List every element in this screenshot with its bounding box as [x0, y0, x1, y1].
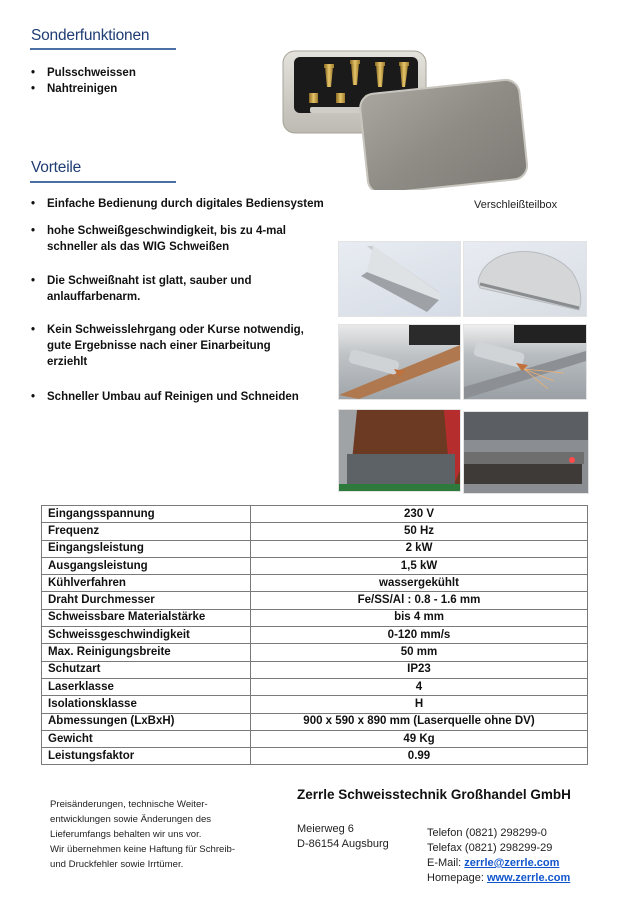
- list-item: • Kein Schweisslehrgang oder Kurse notwendig, gute Ergebnisse nach einer Einarbeitung erziehlt: [31, 324, 304, 368]
- laser-bar-photo: [463, 411, 589, 494]
- spec-label: Max. Reinigungsbreite: [42, 644, 251, 661]
- table-row: [42, 713, 588, 730]
- table-row: [42, 523, 588, 540]
- spec-value: 0-120 mm/s: [251, 627, 588, 644]
- bullet-icon: •: [31, 275, 36, 287]
- fax: Telefax (0821) 298299-29: [427, 842, 553, 854]
- section-heading-sonderfunktionen: Sonderfunktionen: [31, 27, 150, 44]
- table-row: [42, 678, 588, 695]
- spec-value: Fe/SS/Al : 0.8 - 1.6 mm: [251, 592, 588, 609]
- spec-value: bis 4 mm: [251, 609, 588, 626]
- list-item: • Schneller Umbau auf Reinigen und Schneiden: [31, 391, 299, 403]
- semicircle-weld-photo: [463, 241, 587, 317]
- table-row: [42, 627, 588, 644]
- spec-label: Frequenz: [42, 523, 251, 540]
- image-caption: Verschleißteilbox: [474, 199, 558, 211]
- table-row: [42, 661, 588, 678]
- table-row: [42, 557, 588, 574]
- spec-value: 50 Hz: [251, 523, 588, 540]
- t-joint-weld-photo: [338, 241, 461, 317]
- welding-sparks-icon: [464, 325, 586, 399]
- homepage-link[interactable]: www.zerrle.com: [486, 872, 571, 884]
- spec-value: 4: [251, 678, 588, 695]
- list-item: • hohe Schweißgeschwindigkeit, bis zu 4-mal schneller als das WIG Schweißen: [31, 225, 286, 253]
- spec-label: Gewicht: [42, 730, 251, 747]
- heading-underline: [30, 48, 176, 50]
- table-row: [42, 592, 588, 609]
- spec-value: 0.99: [251, 748, 588, 765]
- spec-value: 2 kW: [251, 540, 588, 557]
- bullet-icon: •: [31, 83, 36, 95]
- welding-copper-icon: [339, 325, 460, 399]
- spec-label: Isolationsklasse: [42, 696, 251, 713]
- spec-label: Schutzart: [42, 661, 251, 678]
- spec-value: 1,5 kW: [251, 557, 588, 574]
- spec-value: IP23: [251, 661, 588, 678]
- spec-label: Laserklasse: [42, 678, 251, 695]
- bullet-icon: •: [31, 225, 36, 237]
- spec-label: Abmessungen (LxBxH): [42, 713, 251, 730]
- spec-value: 50 mm: [251, 644, 588, 661]
- table-row: [42, 730, 588, 747]
- email-link[interactable]: zerrle@zerrle.com: [464, 857, 560, 869]
- spec-value: H: [251, 696, 588, 713]
- welding-sparks-photo: [463, 324, 587, 400]
- disclaimer-text: Preisänderungen, technische Weiter- entwicklungen sowie Änderungen des Lieferumfangs behalten wir uns vor. Wir übernehmen keine Haftung für Schreib- und Druckfehler sowie Irrtümer.: [50, 799, 236, 870]
- list-item: • Nahtreinigen: [31, 83, 118, 95]
- spec-value: 230 V: [251, 506, 588, 523]
- sonderfunktionen-list: [31, 65, 136, 97]
- contact-block: [427, 826, 570, 886]
- table-row: [42, 540, 588, 557]
- semicircle-weld-icon: [464, 242, 586, 316]
- list-item: • Die Schweißnaht ist glatt, sauber und anlauffarbenarm.: [31, 275, 252, 303]
- table-row: [42, 644, 588, 661]
- spec-label: Schweissbare Materialstärke: [42, 609, 251, 626]
- table-row: [42, 609, 588, 626]
- bullet-icon: •: [31, 391, 36, 403]
- consumables-box-image: [280, 45, 530, 190]
- section-heading-vorteile: Vorteile: [31, 159, 82, 176]
- spec-value: wassergekühlt: [251, 575, 588, 592]
- spec-label: Schweissgeschwindigkeit: [42, 627, 251, 644]
- email-line: E-Mail: zerrle@zerrle.com: [427, 857, 560, 869]
- bullet-icon: •: [31, 324, 36, 336]
- list-item: • Einfache Bedienung durch digitales Bediensystem: [31, 198, 324, 210]
- bullet-icon: •: [31, 67, 36, 79]
- spec-label: Leistungsfaktor: [42, 748, 251, 765]
- spec-label: Eingangsleistung: [42, 540, 251, 557]
- list-item: • Pulsschweissen: [31, 67, 136, 79]
- table-row: [42, 506, 588, 523]
- bullet-icon: •: [31, 198, 36, 210]
- table-row: [42, 696, 588, 713]
- heading-underline: [30, 181, 176, 183]
- company-name: Zerrle Schweisstechnik Großhandel GmbH: [297, 787, 571, 802]
- spec-label: Eingangsspannung: [42, 506, 251, 523]
- spec-value: 900 x 590 x 890 mm (Laserquelle ohne DV): [251, 713, 588, 730]
- table-row: [42, 748, 588, 765]
- spec-label: Kühlverfahren: [42, 575, 251, 592]
- laser-bar-icon: [464, 412, 588, 493]
- table-row: [42, 575, 588, 592]
- homepage-line: Homepage: www.zerrle.com: [427, 872, 571, 884]
- plate-weld-icon: [339, 410, 460, 491]
- spec-label: Draht Durchmesser: [42, 592, 251, 609]
- welding-copper-photo: [338, 324, 461, 400]
- spec-label: Ausgangsleistung: [42, 557, 251, 574]
- phone: Telefon (0821) 298299-0: [427, 827, 547, 839]
- specifications-table: [41, 505, 588, 765]
- spec-value: 49 Kg: [251, 730, 588, 747]
- company-address: Meierweg 6 D-86154 Augsburg: [297, 823, 389, 850]
- t-joint-weld-icon: [339, 242, 460, 316]
- plate-weld-photo: [338, 409, 461, 492]
